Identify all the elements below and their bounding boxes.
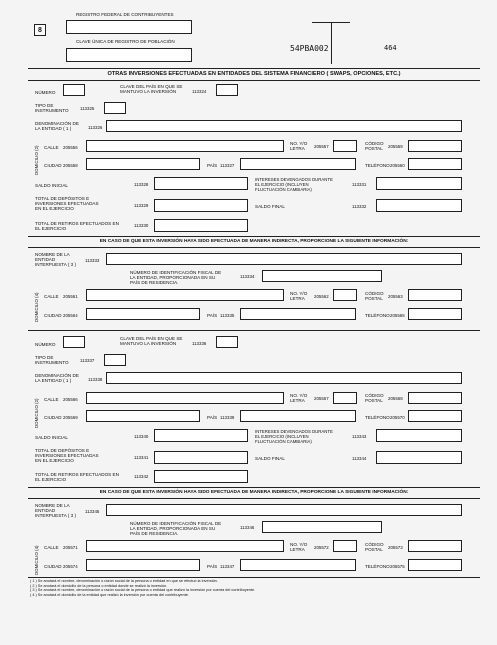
pais-label: PAÍS — [207, 163, 218, 168]
no-code: 205557 — [314, 144, 329, 149]
saldo-fin-field[interactable] — [376, 199, 462, 212]
pais-label: PAÍS — [207, 415, 218, 420]
saldo-fin-code: 113332 — [352, 204, 367, 209]
footnote-4: ( 4 ) Se anotará el domicilio de la entidad que realizó la inversión por cuenta del contribuyente. — [30, 592, 189, 597]
pais2-label: PAÍS — [207, 564, 218, 569]
no-code: 205567 — [314, 396, 329, 401]
cp-field[interactable] — [408, 392, 462, 404]
saldo-fin-label: SALDO FINAL — [255, 204, 285, 209]
cp2-code: 205563 — [388, 294, 403, 299]
retiros-label: TOTAL DE RETIROS EFECTUADOS EN EL EJERCICIO — [35, 472, 119, 482]
form-header-divider — [331, 22, 332, 64]
calle2-field[interactable] — [86, 289, 284, 301]
tel2-code: 205575 — [390, 564, 405, 569]
tel-field[interactable] — [408, 158, 462, 170]
domicilio-label: DOMICILIO (2) — [34, 398, 39, 428]
pais-clave-field[interactable] — [216, 84, 238, 96]
domicilio-label: DOMICILIO (2) — [34, 145, 39, 175]
saldo-fin-code: 113344 — [352, 456, 367, 461]
calle-field[interactable] — [86, 140, 284, 152]
intereses-code: 113343 — [352, 434, 367, 439]
depositos-field[interactable] — [154, 199, 248, 212]
ciudad-field[interactable] — [86, 410, 200, 422]
tel2-code: 205565 — [390, 313, 405, 318]
intereses-label: INTERESES DEVENGADOS DURANTE EL EJERCICIO (INCLUYEN FLUCTUACIÓN CAMBIARIA) — [255, 177, 333, 192]
tel-field[interactable] — [408, 410, 462, 422]
pais-clave-code: 113336 — [192, 341, 207, 346]
calle-code: 205556 — [63, 145, 78, 150]
no2-code: 205562 — [314, 294, 329, 299]
footnote-3: ( 3 ) Se anotará el nombre, denominación o razón social de la persona o entidad que realizó la inversión por cuenta del contribuyente. — [30, 588, 256, 592]
no-field[interactable] — [333, 140, 357, 152]
footnote-rule — [28, 577, 480, 578]
calle2-field[interactable] — [86, 540, 284, 552]
no-label: NO. Y/O LETRA — [290, 141, 308, 151]
saldo-fin-field[interactable] — [376, 451, 462, 464]
section-title: OTRAS INVERSIONES EFECTUADAS EN ENTIDADES DEL SISTEMA FINANCIERO ( SWAPS, OPCIONES, ETC.) — [28, 68, 480, 81]
depositos-label: TOTAL DE DEPÓSITOS E INVERSIONES EFECTUADAS EN EL EJERCICIO — [35, 196, 99, 211]
tipo-label: TIPO DE INSTRUMENTO — [35, 103, 69, 113]
cp2-label: CÓDIGO POSTAL — [365, 291, 384, 301]
saldo-ini-code: 113340 — [134, 434, 149, 439]
curp-label: CLAVE ÚNICA DE REGISTRO DE POBLACIÓN — [76, 39, 175, 44]
tel2-field[interactable] — [408, 308, 462, 320]
pais-field[interactable] — [240, 410, 356, 422]
no2-label: NO. Y/O LETRA — [290, 291, 308, 301]
pais-field[interactable] — [240, 158, 356, 170]
denom-field[interactable] — [106, 372, 462, 384]
saldo-ini-field[interactable] — [154, 177, 248, 190]
denom-code: 113326 — [88, 125, 103, 130]
cp-label: CÓDIGO POSTAL — [365, 393, 384, 403]
no2-field[interactable] — [333, 289, 357, 301]
curp-field[interactable] — [66, 48, 192, 62]
retiros-code: 113330 — [134, 223, 149, 228]
tel2-field[interactable] — [408, 559, 462, 571]
intereses-label: INTERESES DEVENGADOS DURANTE EL EJERCICIO (INCLUYEN FLUCTUACIÓN CAMBIARIA) — [255, 429, 333, 444]
pais2-label: PAÍS — [207, 313, 218, 318]
ciudad-code: 205558 — [63, 163, 78, 168]
idfiscal-label: NÚMERO DE IDENTIFICACIÓN FISCAL DE LA ENTIDAD, PROPORCIONADA EN SU PAÍS DE RESIDENCIA. — [130, 270, 222, 285]
retiros-field[interactable] — [154, 219, 248, 232]
tel-label: TELÉFONO — [365, 163, 390, 168]
numero-label: NÚMERO — [35, 342, 56, 347]
saldo-fin-label: SALDO FINAL — [255, 456, 285, 461]
no2-label: NO. Y/O LETRA — [290, 542, 308, 552]
retiros-field[interactable] — [154, 470, 248, 483]
ciudad2-label: CIUDAD — [44, 313, 62, 318]
ciudad2-field[interactable] — [86, 559, 200, 571]
depositos-field[interactable] — [154, 451, 248, 464]
calle-label: CALLE — [44, 145, 59, 150]
footnote-2: ( 2 ) Se anotará el domicilio de la persona o entidad donde se realizó la inversión. — [30, 583, 168, 588]
calle-code: 205566 — [63, 397, 78, 402]
calle-label: CALLE — [44, 397, 59, 402]
pais-clave-label: CLAVE DEL PAÍS EN QUE SE MANTUVO LA INVERSIÓN — [120, 336, 183, 346]
tel-code: 205570 — [390, 415, 405, 420]
cp2-field[interactable] — [408, 289, 462, 301]
cp2-code: 205573 — [388, 545, 403, 550]
tel2-label: TELÉFONO — [365, 313, 390, 318]
tel-label: TELÉFONO — [365, 415, 390, 420]
ciudad-code: 205569 — [63, 415, 78, 420]
ciudad2-code: 205564 — [63, 313, 78, 318]
cp-code: 205568 — [388, 396, 403, 401]
denom-field[interactable] — [106, 120, 462, 132]
ciudad-label: CIUDAD — [44, 415, 62, 420]
domicilio2-label: DOMICILIO (4) — [34, 545, 39, 575]
page-ref: 464 — [384, 44, 397, 52]
no-field[interactable] — [333, 392, 357, 404]
cp2-label: CÓDIGO POSTAL — [365, 542, 384, 552]
tipo-field[interactable] — [104, 354, 126, 366]
nombre-label: NOMBRE DE LA ENTIDAD INTERPUESTA ( 3 ) — [35, 503, 77, 518]
ciudad2-code: 205574 — [63, 564, 78, 569]
retiros-label: TOTAL DE RETIROS EFECTUADOS EN EL EJERCICIO — [35, 221, 119, 231]
footnote-1: ( 1 ) Se anotará el nombre, denominación o razón social de la persona o entidad en que se efectuó la inversión. — [30, 579, 218, 583]
pais2-code: 113347 — [220, 564, 235, 569]
no2-field[interactable] — [333, 540, 357, 552]
pais-clave-label: CLAVE DEL PAÍS EN QUE SE MANTUVO LA INVERSIÓN — [120, 84, 183, 94]
ciudad2-label: CIUDAD — [44, 564, 62, 569]
intereses-field[interactable] — [376, 177, 462, 190]
pais-code: 113339 — [220, 415, 235, 420]
numero-field[interactable] — [63, 336, 85, 348]
indirecta-bar: EN CASO DE QUE ESTA INVERSIÓN HAYA SIDO EFECTUADA DE MANERA INDIRECTA, PROPORCIONE LA SIGUIENTE INFORMACIÓN: — [28, 487, 480, 499]
saldo-ini-code: 113328 — [134, 182, 149, 187]
depositos-code: 113341 — [134, 455, 149, 460]
nombre-field[interactable] — [106, 253, 462, 265]
cp-field[interactable] — [408, 140, 462, 152]
indirecta-bar: EN CASO DE QUE ESTA INVERSIÓN HAYA SIDO EFECTUADA DE MANERA INDIRECTA, PROPORCIONE LA SIGUIENTE INFORMACIÓN: — [28, 236, 480, 248]
saldo-ini-field[interactable] — [154, 429, 248, 442]
block-divider — [28, 330, 480, 331]
denom-code: 113338 — [88, 377, 103, 382]
depositos-code: 113329 — [134, 203, 149, 208]
saldo-ini-label: SALDO INICIAL — [35, 183, 68, 188]
domicilio2-label: DOMICILIO (4) — [34, 292, 39, 322]
tipo-code: 113337 — [80, 358, 95, 363]
idfiscal-field[interactable] — [262, 521, 382, 533]
cp2-field[interactable] — [408, 540, 462, 552]
tel-code: 205560 — [390, 163, 405, 168]
denom-label: DENOMINACIÓN DE LA ENTIDAD ( 1 ) — [35, 373, 79, 383]
retiros-code: 113342 — [134, 474, 149, 479]
idfiscal-code: 113346 — [240, 525, 255, 530]
nombre-code: 113345 — [85, 509, 100, 514]
nombre-field[interactable] — [106, 504, 462, 516]
nombre-code: 113333 — [85, 258, 100, 263]
calle2-label: CALLE — [44, 294, 59, 299]
depositos-label: TOTAL DE DEPÓSITOS E INVERSIONES EFECTUADAS EN EL EJERCICIO — [35, 448, 99, 463]
denom-label: DENOMINACIÓN DE LA ENTIDAD ( 1 ) — [35, 121, 79, 131]
pais-code: 113327 — [220, 163, 235, 168]
ciudad-field[interactable] — [86, 158, 200, 170]
rfc-label: REGISTRO FEDERAL DE CONTRIBUYENTES — [76, 12, 174, 17]
cp-code: 205559 — [388, 144, 403, 149]
tipo-code: 113325 — [80, 106, 95, 111]
numero-field[interactable] — [63, 84, 85, 96]
calle2-code: 205571 — [63, 545, 78, 550]
no-label: NO. Y/O LETRA — [290, 393, 308, 403]
no2-code: 205572 — [314, 545, 329, 550]
tipo-label: TIPO DE INSTRUMENTO — [35, 355, 69, 365]
pais2-field[interactable] — [240, 559, 356, 571]
saldo-ini-label: SALDO INICIAL — [35, 435, 68, 440]
page-number-box: 8 — [34, 24, 46, 36]
pais2-field[interactable] — [240, 308, 356, 320]
tel2-label: TELÉFONO — [365, 564, 390, 569]
pais-clave-field[interactable] — [216, 336, 238, 348]
nombre-label: NOMBRE DE LA ENTIDAD INTERPUESTA ( 3 ) — [35, 252, 77, 267]
intereses-code: 113331 — [352, 182, 367, 187]
ciudad-label: CIUDAD — [44, 163, 62, 168]
cp-label: CÓDIGO POSTAL — [365, 141, 384, 151]
idfiscal-label: NÚMERO DE IDENTIFICACIÓN FISCAL DE LA ENTIDAD, PROPORCIONADA EN SU PAÍS DE RESIDENCIA. — [130, 521, 222, 536]
pais2-code: 113335 — [220, 313, 235, 318]
rfc-field[interactable] — [66, 20, 192, 34]
ciudad2-field[interactable] — [86, 308, 200, 320]
tipo-field[interactable] — [104, 102, 126, 114]
pais-clave-code: 113324 — [192, 89, 207, 94]
form-code: 54PBA002 — [290, 44, 329, 53]
intereses-field[interactable] — [376, 429, 462, 442]
idfiscal-code: 113334 — [240, 274, 255, 279]
numero-label: NÚMERO — [35, 90, 56, 95]
calle-field[interactable] — [86, 392, 284, 404]
idfiscal-field[interactable] — [262, 270, 382, 282]
calle2-code: 205561 — [63, 294, 78, 299]
calle2-label: CALLE — [44, 545, 59, 550]
